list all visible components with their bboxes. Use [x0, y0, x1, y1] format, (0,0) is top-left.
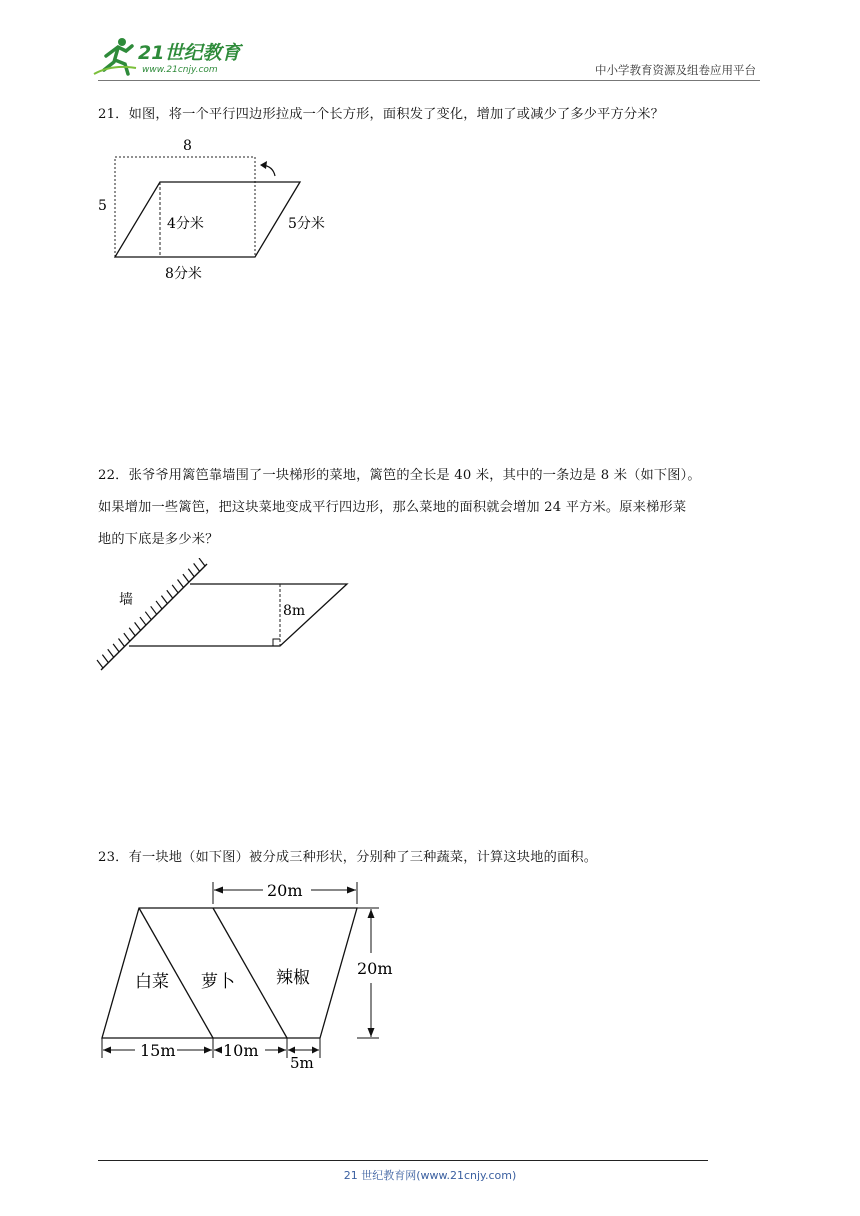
- fig21-rectangle-dotted: [115, 157, 255, 257]
- wall-hatch-mark: [194, 563, 200, 571]
- wall-hatch-mark: [178, 579, 184, 587]
- wall-hatch-mark: [113, 644, 119, 652]
- fig22-wall-label: 墙: [119, 592, 133, 608]
- fig23-height-label: 20m: [357, 959, 393, 978]
- fig21-side-label: 5分米: [288, 216, 325, 232]
- arrow-right-icon: [278, 1047, 286, 1054]
- fig21-left-label: 5: [98, 198, 107, 214]
- fig23-bottom-label-3: 5m: [290, 1054, 314, 1072]
- question-22-line-1: 22．张爷爷用篱笆靠墙围了一块梯形的菜地，篱笆的全长是 40 米，其中的一条边是 8 米（如下图）。: [98, 468, 701, 483]
- header-divider: [98, 80, 760, 81]
- fig22-height-label: 8m: [283, 603, 306, 619]
- arrow-right-icon: [347, 887, 356, 894]
- wall-hatch-mark: [145, 612, 151, 620]
- arrow-left-icon: [103, 1047, 111, 1054]
- wall-hatch-mark: [188, 569, 194, 577]
- question-21-text: 21．如图，将一个平行四边形拉成一个长方形，面积发了变化，增加了或减少了多少平方分米？: [98, 107, 665, 122]
- wall-hatch-mark: [108, 649, 114, 657]
- arrow-right-icon: [312, 1047, 319, 1054]
- wall-hatch-mark: [124, 633, 130, 641]
- fig21-height-label: 4分米: [167, 216, 204, 232]
- runner-icon: [94, 38, 136, 74]
- wall-hatch-mark: [161, 596, 167, 604]
- wall-hatch-mark: [97, 660, 103, 668]
- fig22-wall: [101, 564, 207, 670]
- arrow-left-icon: [214, 1047, 222, 1054]
- site-name: 中小学教育资源及组卷应用平台: [595, 63, 756, 77]
- wall-hatch-mark: [140, 617, 146, 625]
- wall-hatch-mark: [151, 606, 157, 614]
- wall-hatch-mark: [183, 574, 189, 582]
- fig23-bottom-label-1: 15m: [140, 1041, 176, 1060]
- fig23-veg-3: 辣椒: [276, 968, 310, 988]
- fig21-parallelogram: [115, 182, 300, 257]
- question-23-text: 23．有一块地（如下图）被分成三种形状，分别种了三种蔬菜，计算这块地的面积。: [98, 850, 598, 865]
- question-22-line-3: 地的下底是多少米？: [98, 532, 219, 547]
- wall-hatch-mark: [167, 590, 173, 598]
- footer-divider: [98, 1160, 708, 1161]
- logo: [92, 34, 262, 78]
- fig21-top-label: 8: [183, 138, 192, 154]
- fig22-right-angle-mark: [273, 639, 280, 646]
- arrow-head-icon: [260, 161, 267, 169]
- fig23-veg-1: 白菜: [135, 972, 169, 992]
- figure-22: [95, 558, 365, 678]
- arrow-right-icon: [204, 1047, 212, 1054]
- fig21-base-label: 8分米: [165, 266, 202, 282]
- arrow-left-icon: [288, 1047, 295, 1054]
- wall-hatch-mark: [156, 601, 162, 609]
- wall-hatch-mark: [199, 558, 205, 566]
- fig23-bottom-label-2: 10m: [223, 1041, 259, 1060]
- wall-hatch-mark: [172, 585, 178, 593]
- footer-link[interactable]: 21 世纪教育网(www.21cnjy.com): [343, 1169, 517, 1182]
- question-22-line-2: 如果增加一些篱笆，把这块菜地变成平行四边形，那么菜地的面积就会增加 24 平方米。原来梯形菜: [98, 500, 687, 515]
- fig22-trapezoid: [129, 584, 347, 646]
- logo-url: www.21cnjy.com: [142, 65, 218, 75]
- wall-hatch-mark: [129, 628, 135, 636]
- fig23-top-label: 20m: [267, 881, 303, 900]
- arrow-left-icon: [214, 887, 223, 894]
- arrow-down-icon: [368, 1028, 375, 1037]
- fig23-veg-2: 萝卜: [201, 972, 235, 992]
- logo-text: 21世纪教育: [138, 42, 241, 64]
- figure-23: [95, 878, 405, 1074]
- wall-hatch-mark: [102, 655, 108, 663]
- arrow-up-icon: [368, 909, 375, 918]
- figure-21: [90, 132, 350, 287]
- wall-hatch-mark: [135, 622, 141, 630]
- fig22-wall-hatching: [97, 558, 205, 668]
- wall-hatch-mark: [118, 639, 124, 647]
